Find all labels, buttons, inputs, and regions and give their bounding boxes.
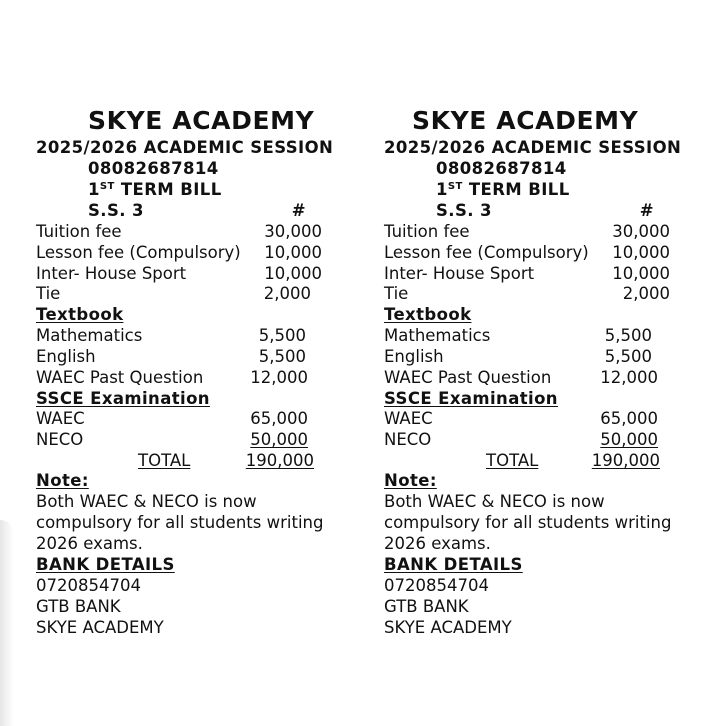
currency-symbol: # bbox=[291, 201, 306, 220]
textbook-amount-maths: 5,500 bbox=[604, 326, 652, 345]
exam-amount-neco: 50,000 bbox=[600, 430, 658, 449]
textbook-heading: Textbook bbox=[36, 305, 124, 324]
exam-heading: SSCE Examination bbox=[36, 389, 210, 408]
textbook-amount-waec-past: 12,000 bbox=[600, 368, 658, 387]
note-line: compulsory for all students writing bbox=[384, 513, 672, 532]
textbook-amount-maths: 5,500 bbox=[258, 326, 306, 345]
total-amount: 190,000 bbox=[591, 451, 660, 470]
page-edge-shadow bbox=[0, 520, 14, 726]
term-bill: 1ST TERM BILL bbox=[88, 180, 222, 199]
bank-account-number: 0720854704 bbox=[36, 576, 141, 595]
school-name: SKYE ACADEMY bbox=[88, 106, 315, 135]
note-line: Both WAEC & NECO is now bbox=[384, 492, 605, 511]
textbook-label-english: English bbox=[36, 347, 96, 366]
note-line: 2026 exams. bbox=[36, 534, 143, 553]
bank-account-name: SKYE ACADEMY bbox=[36, 618, 164, 637]
bank-account-number: 0720854704 bbox=[384, 576, 489, 595]
exam-amount-waec: 65,000 bbox=[600, 409, 658, 428]
textbook-amount-waec-past: 12,000 bbox=[250, 368, 308, 387]
exam-label-neco: NECO bbox=[36, 430, 84, 449]
fee-label-tie: Tie bbox=[384, 284, 409, 303]
class-label: S.S. 3 bbox=[88, 201, 144, 220]
total-amount: 190,000 bbox=[245, 451, 314, 470]
exam-label-waec: WAEC bbox=[384, 409, 433, 428]
bank-account-name: SKYE ACADEMY bbox=[384, 618, 512, 637]
exam-label-waec: WAEC bbox=[36, 409, 85, 428]
textbook-amount-english: 5,500 bbox=[258, 347, 306, 366]
note-line: Both WAEC & NECO is now bbox=[36, 492, 257, 511]
note-heading: Note: bbox=[36, 471, 89, 490]
note-line: compulsory for all students writing bbox=[36, 513, 324, 532]
class-label: S.S. 3 bbox=[436, 201, 492, 220]
exam-label-neco: NECO bbox=[384, 430, 432, 449]
phone-number: 08082687814 bbox=[88, 159, 219, 178]
textbook-label-waec-past: WAEC Past Question bbox=[36, 368, 204, 387]
fee-amount-tie: 2,000 bbox=[263, 284, 311, 303]
fee-label-tuition: Tuition fee bbox=[36, 222, 122, 241]
fee-amount-sport: 10,000 bbox=[612, 264, 670, 283]
textbook-amount-english: 5,500 bbox=[604, 347, 652, 366]
fee-amount-tuition: 30,000 bbox=[612, 222, 670, 241]
textbook-label-maths: Mathematics bbox=[384, 326, 491, 345]
fee-label-tuition: Tuition fee bbox=[384, 222, 470, 241]
note-heading: Note: bbox=[384, 471, 437, 490]
fee-amount-sport: 10,000 bbox=[264, 264, 322, 283]
textbook-heading: Textbook bbox=[384, 305, 472, 324]
bank-heading: BANK DETAILS bbox=[36, 555, 175, 574]
fee-amount-lesson: 10,000 bbox=[264, 243, 322, 262]
phone-number: 08082687814 bbox=[436, 159, 567, 178]
textbook-label-english: English bbox=[384, 347, 444, 366]
textbook-label-waec-past: WAEC Past Question bbox=[384, 368, 552, 387]
total-label: TOTAL bbox=[486, 451, 539, 470]
exam-amount-neco: 50,000 bbox=[250, 430, 308, 449]
school-name: SKYE ACADEMY bbox=[412, 106, 639, 135]
fee-amount-lesson: 10,000 bbox=[612, 243, 670, 262]
term-bill: 1ST TERM BILL bbox=[436, 180, 570, 199]
session-line: 2025/2026 ACADEMIC SESSION bbox=[384, 138, 682, 157]
bank-heading: BANK DETAILS bbox=[384, 555, 523, 574]
exam-amount-waec: 65,000 bbox=[250, 409, 308, 428]
fee-amount-tie: 2,000 bbox=[622, 284, 670, 303]
bank-name: GTB BANK bbox=[36, 597, 121, 616]
currency-symbol: # bbox=[639, 201, 654, 220]
total-label: TOTAL bbox=[138, 451, 191, 470]
fee-label-sport: Inter- House Sport bbox=[384, 264, 535, 283]
note-line: 2026 exams. bbox=[384, 534, 491, 553]
fee-amount-tuition: 30,000 bbox=[264, 222, 322, 241]
fee-label-tie: Tie bbox=[36, 284, 61, 303]
textbook-label-maths: Mathematics bbox=[36, 326, 143, 345]
fee-label-lesson: Lesson fee (Compulsory) bbox=[384, 243, 589, 262]
session-line: 2025/2026 ACADEMIC SESSION bbox=[36, 138, 334, 157]
fee-label-sport: Inter- House Sport bbox=[36, 264, 187, 283]
bank-name: GTB BANK bbox=[384, 597, 469, 616]
fee-label-lesson: Lesson fee (Compulsory) bbox=[36, 243, 241, 262]
exam-heading: SSCE Examination bbox=[384, 389, 558, 408]
